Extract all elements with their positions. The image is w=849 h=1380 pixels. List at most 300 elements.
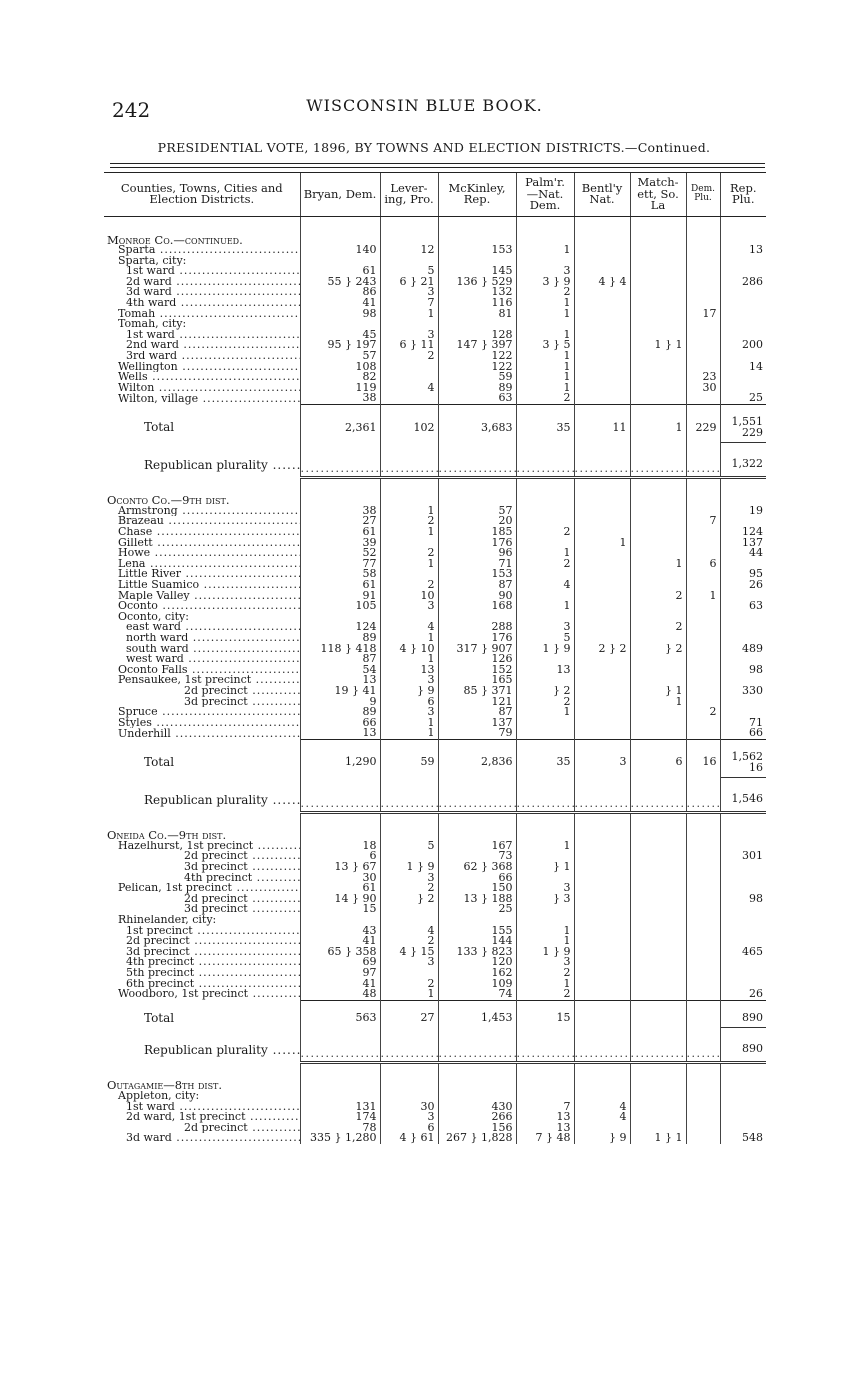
- cell-bryan: [300, 216, 380, 245]
- cell-value: 185: [491, 527, 513, 538]
- cell-levering: [380, 559, 438, 570]
- cell-bentley: [574, 287, 630, 298]
- cell-value: 13 } 67: [334, 862, 377, 873]
- cell-bryan: [300, 644, 380, 655]
- cell-value: 3: [427, 675, 435, 686]
- cell-matchett: [630, 894, 686, 905]
- cell-mckinley: [438, 256, 516, 267]
- cell-bryan: [300, 812, 380, 841]
- cell-value: 78: [362, 1122, 377, 1134]
- cell-matchett: [630, 707, 686, 718]
- cell-rep-plu: [720, 707, 766, 718]
- cell-mckinley: [438, 383, 516, 394]
- cell-value: 62 } 368: [463, 862, 513, 873]
- cell-rep-plu: [720, 1062, 766, 1091]
- cell-levering: [380, 883, 438, 894]
- cell-palmer: [516, 362, 574, 373]
- cell-value: 26: [749, 989, 763, 1001]
- cell-dem-plu: [686, 506, 720, 517]
- cell-mckinley: [438, 612, 516, 623]
- cell-value: 176: [491, 537, 513, 549]
- cell-mckinley: [438, 351, 516, 362]
- cell-value: 153: [491, 245, 513, 256]
- cell-mckinley: [438, 633, 516, 644]
- cell-mckinley: [438, 516, 516, 527]
- plurality-row: [104, 443, 766, 478]
- cell-palmer: [516, 812, 574, 841]
- district-name: Total: [144, 755, 175, 770]
- table-row: [104, 245, 766, 256]
- cell-palmer: [516, 256, 574, 267]
- cell-value: 26: [749, 580, 763, 591]
- cell-value: 1: [709, 590, 717, 602]
- cell-bryan: [300, 277, 380, 288]
- cell-bryan: [300, 926, 380, 937]
- cell-rep-plu: [720, 548, 766, 559]
- cell-value: 2,836: [481, 755, 513, 769]
- district-name: Howe .....: [104, 548, 300, 559]
- cell-dem-plu: [686, 707, 720, 718]
- table-row: [104, 718, 766, 729]
- cell-rep-plu: [720, 1123, 766, 1134]
- cell-value: 7 } 48: [535, 1133, 571, 1144]
- cell-dem-plu: [686, 812, 720, 841]
- table-row: [104, 851, 766, 862]
- cell-mckinley: [438, 718, 516, 729]
- cell-levering: [380, 319, 438, 330]
- cell-matchett: [630, 383, 686, 394]
- cell-rep-plu: [720, 686, 766, 697]
- district-name: 3d precinct .....: [104, 904, 300, 915]
- cell-mckinley: [438, 894, 516, 905]
- cell-value: 137: [491, 717, 513, 729]
- cell-dem-plu: [686, 622, 720, 633]
- cell-matchett: [630, 904, 686, 915]
- district-name: 2d ward, 1st precinct .....: [104, 1112, 300, 1123]
- cell-value: 1: [563, 382, 571, 394]
- cell-value: 176: [491, 633, 513, 644]
- cell-dem-plu: [686, 362, 720, 373]
- cell-mckinley: [438, 728, 516, 739]
- cell-value: 65 } 358: [327, 946, 377, 958]
- county-row: [104, 812, 766, 841]
- cell-bentley: [574, 697, 630, 708]
- cell-mckinley: [438, 1062, 516, 1091]
- cell-levering: [380, 665, 438, 676]
- district-name: Spruce .....: [104, 707, 300, 718]
- cell-value: 66: [362, 717, 377, 729]
- cell-rep-plu: [720, 309, 766, 320]
- cell-bentley: [574, 443, 630, 478]
- page-number: 242: [112, 98, 151, 122]
- cell-dem-plu: [686, 654, 720, 665]
- cell-bryan: [300, 718, 380, 729]
- cell-value: } 2: [665, 643, 683, 655]
- cell-rep-plu: [720, 216, 766, 245]
- cell-dem-plu: [686, 601, 720, 612]
- cell-mckinley: [438, 968, 516, 979]
- cell-rep-plu: [720, 340, 766, 351]
- district-name: Wellington .....: [104, 362, 300, 373]
- cell-value: 174: [355, 1112, 377, 1123]
- cell-bryan: [300, 989, 380, 1000]
- cell-matchett: [630, 298, 686, 309]
- cell-value: 89: [362, 707, 377, 718]
- cell-palmer: [516, 538, 574, 549]
- cell-value: 41: [362, 936, 377, 947]
- cell-rep-plu: [720, 778, 766, 813]
- cell-value: 14: [749, 361, 763, 373]
- cell-value: 152: [491, 664, 513, 676]
- cell-value: 20: [498, 516, 513, 528]
- table-row: [104, 256, 766, 267]
- table-row: [104, 728, 766, 739]
- cell-value: 548: [742, 1133, 763, 1144]
- cell-value: 144: [491, 936, 513, 947]
- cell-matchett: [630, 569, 686, 580]
- cell-bentley: [574, 516, 630, 527]
- cell-value: 6 } 21: [399, 276, 435, 288]
- cell-mckinley: [438, 548, 516, 559]
- cell-value-secondary: 229: [742, 425, 763, 439]
- cell-levering: [380, 383, 438, 394]
- table-row: [104, 697, 766, 708]
- cell-bentley: [574, 707, 630, 718]
- cell-rep-plu: [720, 718, 766, 729]
- cell-rep-plu: [720, 538, 766, 549]
- cell-bentley: [574, 883, 630, 894]
- cell-levering: [380, 277, 438, 288]
- district-name: Tomah, city:: [118, 319, 187, 330]
- cell-mckinley: [438, 1028, 516, 1063]
- cell-mckinley: [438, 443, 516, 478]
- cell-dem-plu: [686, 580, 720, 591]
- cell-palmer: [516, 1123, 574, 1134]
- cell-bentley: [574, 654, 630, 665]
- cell-rep-plu: [720, 383, 766, 394]
- cell-bryan: [300, 1133, 380, 1144]
- cell-value: 335 } 1,280: [310, 1133, 377, 1144]
- header-palmer: Palm'r. —Nat. Dem.: [516, 173, 574, 217]
- cell-bentley: [574, 591, 630, 602]
- cell-bryan: [300, 1112, 380, 1123]
- cell-mckinley: [438, 697, 516, 708]
- cell-value: 1: [427, 308, 435, 320]
- cell-value: 121: [491, 696, 513, 708]
- cell-value: 9: [369, 696, 377, 708]
- cell-mckinley: [438, 245, 516, 256]
- cell-bentley: [574, 1091, 630, 1102]
- cell-value: 61: [362, 580, 377, 591]
- district-name: Total: [144, 1010, 175, 1025]
- cell-rep-plu: [720, 319, 766, 330]
- cell-dem-plu: [686, 915, 720, 926]
- cell-levering: [380, 548, 438, 559]
- district-name: Woodboro, 1st precinct .....: [104, 989, 300, 1000]
- cell-value: 1 } 9: [406, 862, 435, 873]
- cell-matchett: [630, 1091, 686, 1102]
- cell-levering: [380, 569, 438, 580]
- cell-mckinley: [438, 862, 516, 873]
- cell-value: 87: [362, 654, 377, 665]
- cell-palmer: [516, 372, 574, 383]
- cell-matchett: [630, 739, 686, 777]
- district-name: 2d precinct .....: [104, 851, 300, 862]
- county-row: [104, 477, 766, 506]
- cell-mckinley: [438, 601, 516, 612]
- district-name: Little River .....: [104, 569, 300, 580]
- cell-bryan: [300, 245, 380, 256]
- cell-value: 102: [413, 420, 435, 434]
- cell-bentley: [574, 873, 630, 884]
- cell-value: 41: [362, 298, 377, 309]
- cell-bentley: [574, 309, 630, 320]
- table-row: [104, 1091, 766, 1102]
- cell-bryan: [300, 675, 380, 686]
- cell-rep-plu: [720, 559, 766, 570]
- cell-rep-plu: [720, 362, 766, 373]
- table-row: [104, 580, 766, 591]
- cell-bentley: [574, 569, 630, 580]
- cell-rep-plu: [720, 739, 766, 777]
- cell-levering: [380, 675, 438, 686]
- cell-palmer: [516, 915, 574, 926]
- cell-value: 89: [498, 382, 513, 394]
- cell-value: 1: [563, 329, 571, 341]
- table-row: [104, 883, 766, 894]
- cell-bentley: [574, 383, 630, 394]
- cell-bentley: [574, 841, 630, 852]
- cell-levering: [380, 612, 438, 623]
- cell-value: 23: [702, 372, 717, 383]
- district-name: 4th precinct .....: [104, 873, 300, 884]
- table-title: PRESIDENTIAL VOTE, 1896, BY TOWNS AND ELECTION DISTRICTS.—Continued.: [157, 140, 711, 155]
- table-row: [104, 622, 766, 633]
- cell-value: 30: [362, 872, 377, 884]
- cell-value: 14 } 90: [334, 893, 377, 905]
- cell-palmer: [516, 873, 574, 884]
- cell-matchett: [630, 266, 686, 277]
- cell-value: 57: [498, 505, 513, 517]
- district-name: Armstrong .....: [104, 506, 300, 517]
- cell-value: 48: [362, 989, 377, 1001]
- table-row: [104, 665, 766, 676]
- cell-dem-plu: [686, 1062, 720, 1091]
- cell-dem-plu: [686, 686, 720, 697]
- cell-bryan: [300, 559, 380, 570]
- cell-palmer: [516, 728, 574, 739]
- cell-bryan: [300, 1091, 380, 1102]
- district-name: Hazelhurst, 1st precinct .....: [104, 841, 300, 852]
- cell-dem-plu: [686, 739, 720, 777]
- cell-dem-plu: [686, 1028, 720, 1063]
- cell-value: 54: [362, 664, 377, 676]
- cell-value: 1: [563, 361, 571, 373]
- cell-value: 122: [491, 361, 513, 373]
- cell-palmer: [516, 644, 574, 655]
- cell-palmer: [516, 383, 574, 394]
- cell-value: 124: [355, 622, 377, 633]
- cell-value: 2: [675, 590, 683, 602]
- cell-levering: [380, 298, 438, 309]
- book-title: WISCONSIN BLUE BOOK.: [306, 96, 543, 115]
- cell-value: 288: [491, 622, 513, 633]
- cell-palmer: [516, 330, 574, 341]
- cell-palmer: [516, 393, 574, 404]
- cell-bentley: [574, 778, 630, 813]
- cell-dem-plu: [686, 298, 720, 309]
- district-name: Little Suamico .....: [104, 580, 300, 591]
- cell-bryan: [300, 612, 380, 623]
- cell-mckinley: [438, 926, 516, 937]
- cell-bryan: [300, 622, 380, 633]
- table-row: [104, 968, 766, 979]
- cell-matchett: [630, 883, 686, 894]
- cell-value: 30: [702, 382, 717, 394]
- cell-bentley: [574, 580, 630, 591]
- cell-bentley: [574, 728, 630, 739]
- cell-matchett: [630, 372, 686, 383]
- cell-matchett: [630, 351, 686, 362]
- cell-rep-plu: [720, 862, 766, 873]
- cell-dem-plu: [686, 245, 720, 256]
- cell-bryan: [300, 298, 380, 309]
- district-name: north ward .....: [104, 633, 300, 644]
- cell-value: 2: [709, 707, 717, 718]
- cell-bryan: [300, 580, 380, 591]
- cell-rep-plu: [720, 1112, 766, 1123]
- district-name: 2d precinct .....: [104, 686, 300, 697]
- cell-value: 3: [563, 622, 571, 633]
- district-name: 5th precinct .....: [104, 968, 300, 979]
- cell-mckinley: [438, 527, 516, 538]
- cell-value: 90: [498, 590, 513, 602]
- header-mckinley: McKinley, Rep.: [438, 173, 516, 217]
- cell-bryan: [300, 894, 380, 905]
- cell-bentley: [574, 633, 630, 644]
- district-name: 2d ward .....: [104, 277, 300, 288]
- cell-matchett: [630, 665, 686, 676]
- cell-mckinley: [438, 851, 516, 862]
- cell-value: 91: [362, 590, 377, 602]
- cell-palmer: [516, 841, 574, 852]
- cell-levering: [380, 287, 438, 298]
- cell-value: 27: [362, 516, 377, 528]
- cell-palmer: [516, 559, 574, 570]
- cell-bryan: [300, 319, 380, 330]
- cell-matchett: [630, 506, 686, 517]
- cell-mckinley: [438, 654, 516, 665]
- cell-bentley: [574, 1133, 630, 1144]
- cell-matchett: [630, 393, 686, 404]
- cell-value: 2,361: [345, 420, 377, 434]
- cell-dem-plu: [686, 516, 720, 527]
- cell-value: 1: [563, 925, 571, 937]
- cell-bentley: [574, 812, 630, 841]
- cell-bentley: [574, 393, 630, 404]
- cell-mckinley: [438, 665, 516, 676]
- cell-matchett: [630, 728, 686, 739]
- cell-mckinley: [438, 309, 516, 320]
- cell-value: 1: [675, 558, 683, 570]
- cell-value: 3: [427, 287, 435, 299]
- cell-value: 229: [695, 420, 717, 434]
- cell-value: 1: [563, 936, 571, 947]
- cell-value: 15: [362, 904, 377, 915]
- table-header-row: [104, 173, 766, 217]
- table-row: [104, 947, 766, 958]
- cell-levering: [380, 851, 438, 862]
- header-bentley: Bentl'y Nat.: [574, 173, 630, 217]
- district-name: Total: [144, 420, 175, 435]
- cell-value: 4: [427, 622, 435, 633]
- cell-value: 1: [427, 989, 435, 1001]
- cell-matchett: [630, 1112, 686, 1123]
- cell-value: 2: [427, 580, 435, 591]
- cell-mckinley: [438, 216, 516, 245]
- cell-matchett: [630, 340, 686, 351]
- cell-levering: [380, 256, 438, 267]
- cell-bentley: [574, 277, 630, 288]
- cell-bryan: [300, 309, 380, 320]
- cell-bentley: [574, 340, 630, 351]
- cell-value: } 1: [553, 862, 571, 873]
- cell-bentley: [574, 538, 630, 549]
- cell-dem-plu: [686, 728, 720, 739]
- cell-value: 145: [491, 266, 513, 277]
- cell-value: 286: [742, 276, 763, 288]
- cell-value: 1,322: [731, 457, 763, 471]
- cell-dem-plu: [686, 372, 720, 383]
- cell-bryan: [300, 904, 380, 915]
- cell-rep-plu: [720, 654, 766, 665]
- cell-dem-plu: [686, 538, 720, 549]
- cell-mckinley: [438, 1133, 516, 1144]
- table-row: [104, 516, 766, 527]
- cell-bryan: [300, 1123, 380, 1134]
- cell-value: 15: [556, 1010, 571, 1024]
- district-name: 2d precinct .....: [104, 894, 300, 905]
- cell-value: 1 } 1: [654, 1133, 683, 1144]
- cell-matchett: [630, 778, 686, 813]
- cell-bentley: [574, 644, 630, 655]
- cell-levering: [380, 697, 438, 708]
- cell-levering: [380, 527, 438, 538]
- cell-palmer: [516, 947, 574, 958]
- cell-value: 119: [355, 382, 377, 394]
- cell-value: 4: [619, 1112, 627, 1123]
- cell-value: 890: [742, 1010, 763, 1024]
- cell-value: 2: [563, 696, 571, 708]
- cell-bentley: [574, 686, 630, 697]
- cell-matchett: [630, 862, 686, 873]
- cell-value: 61: [362, 527, 377, 538]
- cell-value: 35: [556, 755, 571, 769]
- cell-dem-plu: [686, 405, 720, 443]
- cell-levering: [380, 707, 438, 718]
- cell-palmer: [516, 739, 574, 777]
- cell-palmer: [516, 1133, 574, 1144]
- cell-levering: [380, 873, 438, 884]
- cell-rep-plu: [720, 612, 766, 623]
- cell-bryan: [300, 548, 380, 559]
- cell-value: } 1: [665, 685, 683, 697]
- table-row: [104, 894, 766, 905]
- district-name: Pelican, 1st precinct .....: [104, 883, 300, 894]
- cell-palmer: [516, 245, 574, 256]
- cell-bryan: [300, 340, 380, 351]
- cell-value: 4 } 4: [598, 276, 627, 288]
